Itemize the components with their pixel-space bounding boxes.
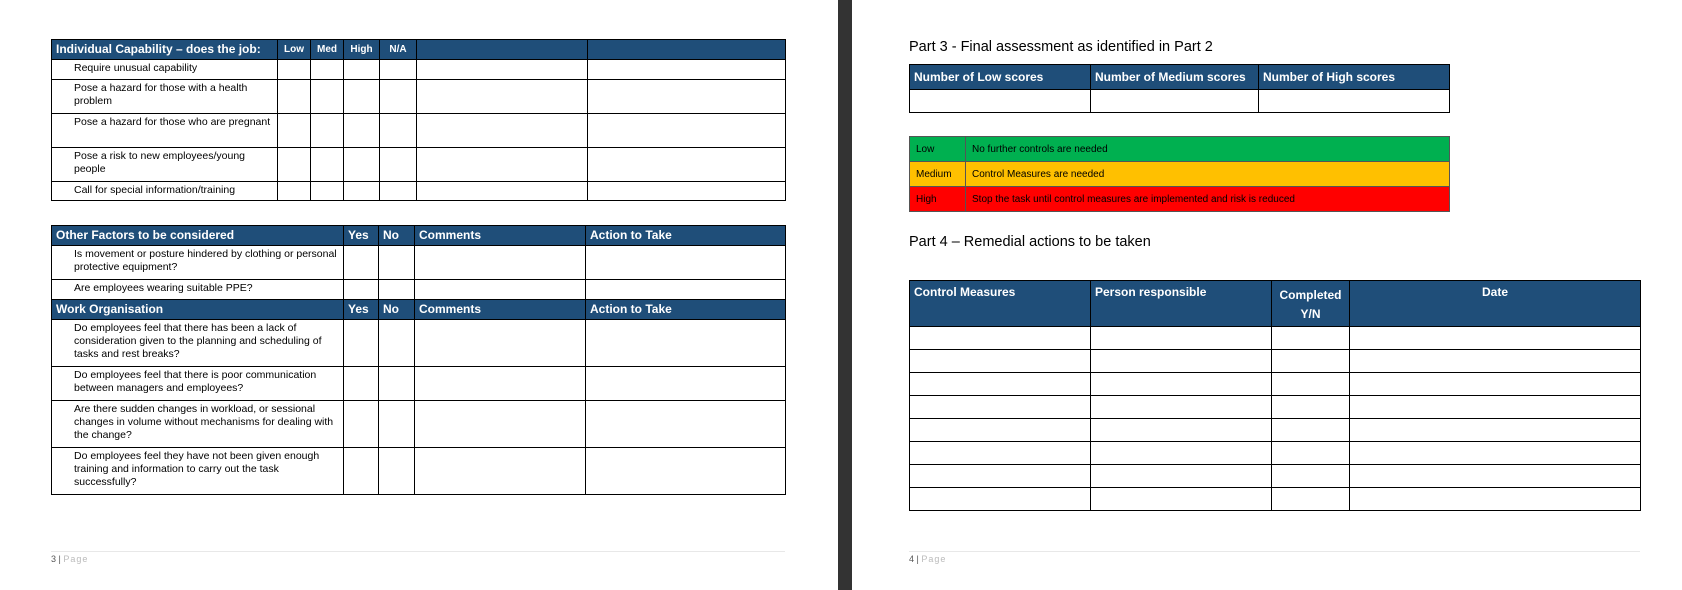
med-cell[interactable]: [311, 80, 344, 114]
yes-cell[interactable]: [344, 367, 379, 401]
work-organisation-header-row: [52, 300, 786, 320]
footer-divider: [51, 551, 785, 552]
date-cell[interactable]: [1350, 350, 1641, 373]
na-cell[interactable]: [380, 182, 417, 201]
legend-text-high: Stop the task until control measures are implemented and risk is reduced: [966, 187, 1450, 212]
no-column-header: No: [379, 226, 415, 246]
high-column-header: High: [344, 40, 380, 60]
low-cell[interactable]: [278, 80, 311, 114]
other-factors-title: Other Factors to be considered: [52, 226, 344, 246]
med-cell[interactable]: [311, 182, 344, 201]
control-measure-cell[interactable]: [910, 350, 1091, 373]
notes-cell[interactable]: [417, 80, 588, 114]
person-cell[interactable]: [1091, 350, 1272, 373]
high-cell[interactable]: [344, 182, 380, 201]
action-column-header: Action to Take: [586, 300, 786, 320]
control-measure-cell[interactable]: [910, 396, 1091, 419]
other-factors-table: [51, 225, 786, 495]
action-cell[interactable]: [586, 246, 786, 280]
notes-cell[interactable]: [588, 148, 786, 182]
legend-level-medium: Medium: [910, 162, 966, 187]
person-cell[interactable]: [1091, 442, 1272, 465]
med-cell[interactable]: [311, 114, 344, 148]
date-cell[interactable]: [1350, 442, 1641, 465]
table-row: [910, 488, 1641, 511]
yes-column-header: Yes: [344, 226, 379, 246]
action-cell[interactable]: [586, 280, 786, 300]
date-cell[interactable]: [1350, 396, 1641, 419]
low-scores-cell[interactable]: [910, 90, 1091, 113]
work-organisation-title: Work Organisation: [52, 300, 344, 320]
comments-column-header: Comments: [415, 226, 586, 246]
page-number: 4: [909, 554, 915, 564]
control-measure-cell[interactable]: [910, 488, 1091, 511]
yes-cell[interactable]: [344, 448, 379, 495]
comments-cell[interactable]: [415, 320, 586, 367]
legend-row-medium: [910, 162, 1450, 187]
control-measures-header: Control Measures: [910, 281, 1091, 327]
legend-row-high: [910, 187, 1450, 212]
no-cell[interactable]: [379, 367, 415, 401]
scores-header-row: [910, 65, 1450, 90]
control-measure-cell[interactable]: [910, 442, 1091, 465]
action-cell[interactable]: [586, 448, 786, 495]
document-page-3: [0, 0, 838, 590]
completed-cell[interactable]: [1272, 350, 1350, 373]
row-label: Are there sudden changes in workload, or sessional changes in volume without mechanisms for dealing with the change?: [52, 401, 344, 448]
na-cell[interactable]: [380, 80, 417, 114]
scores-table: [909, 64, 1450, 113]
person-cell[interactable]: [1091, 396, 1272, 419]
low-cell[interactable]: [278, 182, 311, 201]
low-cell[interactable]: [278, 60, 311, 80]
row-label: Require unusual capability: [52, 60, 278, 80]
high-cell[interactable]: [344, 60, 380, 80]
completed-cell[interactable]: [1272, 442, 1350, 465]
yes-cell[interactable]: [344, 401, 379, 448]
high-scores-header: Number of High scores: [1259, 65, 1450, 90]
action-cell[interactable]: [586, 401, 786, 448]
completed-yn-label: Y/N: [1300, 307, 1321, 321]
completed-cell[interactable]: [1272, 396, 1350, 419]
page-word: Page: [921, 554, 947, 564]
table-row: [52, 367, 786, 401]
medium-scores-cell[interactable]: [1091, 90, 1259, 113]
person-responsible-header: Person responsible: [1091, 281, 1272, 327]
remedial-header-row: [910, 281, 1641, 327]
no-cell[interactable]: [379, 246, 415, 280]
page-number: 3: [51, 554, 57, 564]
completed-header: [1272, 281, 1350, 327]
completed-cell[interactable]: [1272, 488, 1350, 511]
table-row: [910, 465, 1641, 488]
comments-cell[interactable]: [415, 448, 586, 495]
high-scores-cell[interactable]: [1259, 90, 1450, 113]
document-page-4: [852, 0, 1682, 590]
action-column-header: Action to Take: [586, 226, 786, 246]
row-label: Are employees wearing suitable PPE?: [52, 280, 344, 300]
notes-cell[interactable]: [588, 182, 786, 201]
part3-heading: Part 3 - Final assessment as identified in Part 2: [909, 39, 1213, 55]
blank-column-header: [588, 40, 786, 60]
date-cell[interactable]: [1350, 419, 1641, 442]
completed-cell[interactable]: [1272, 327, 1350, 350]
action-cell[interactable]: [586, 367, 786, 401]
action-cell[interactable]: [586, 320, 786, 367]
legend-text-medium: Control Measures are needed: [966, 162, 1450, 187]
medium-scores-header: Number of Medium scores: [1091, 65, 1259, 90]
remedial-actions-table: [909, 280, 1641, 511]
control-measure-cell[interactable]: [910, 419, 1091, 442]
page-gutter: [838, 0, 852, 590]
yes-cell[interactable]: [344, 320, 379, 367]
person-cell[interactable]: [1091, 373, 1272, 396]
capability-header-row: [52, 40, 786, 60]
na-cell[interactable]: [380, 114, 417, 148]
high-cell[interactable]: [344, 114, 380, 148]
capability-title: Individual Capability – does the job:: [52, 40, 278, 60]
legend-row-low: [910, 137, 1450, 162]
page-separator: |: [916, 554, 919, 564]
page-footer: [909, 554, 946, 564]
high-cell[interactable]: [344, 80, 380, 114]
table-row: [910, 442, 1641, 465]
table-row: [52, 80, 786, 114]
notes-cell[interactable]: [588, 80, 786, 114]
table-row: [52, 148, 786, 182]
table-row: [52, 320, 786, 367]
legend-level-low: Low: [910, 137, 966, 162]
row-label: Do employees feel they have not been given enough training and information to carry out the task successfully?: [52, 448, 344, 495]
no-cell[interactable]: [379, 448, 415, 495]
other-factors-header-row: [52, 226, 786, 246]
legend-text-low: No further controls are needed: [966, 137, 1450, 162]
control-measure-cell[interactable]: [910, 327, 1091, 350]
table-row: [910, 327, 1641, 350]
part4-heading: Part 4 – Remedial actions to be taken: [909, 234, 1151, 250]
yes-column-header: Yes: [344, 300, 379, 320]
row-label: Pose a hazard for those with a health problem: [52, 80, 278, 114]
med-cell[interactable]: [311, 60, 344, 80]
table-row: [910, 419, 1641, 442]
comments-column-header: Comments: [415, 300, 586, 320]
control-measure-cell[interactable]: [910, 465, 1091, 488]
completed-cell[interactable]: [1272, 419, 1350, 442]
page-separator: |: [58, 554, 61, 564]
comments-cell[interactable]: [415, 401, 586, 448]
no-cell[interactable]: [379, 320, 415, 367]
low-scores-header: Number of Low scores: [910, 65, 1091, 90]
na-column-header: N/A: [380, 40, 417, 60]
na-cell[interactable]: [380, 60, 417, 80]
date-cell[interactable]: [1350, 488, 1641, 511]
table-row: [52, 280, 786, 300]
comments-cell[interactable]: [415, 246, 586, 280]
comments-cell[interactable]: [415, 280, 586, 300]
date-header: Date: [1350, 281, 1641, 327]
notes-cell[interactable]: [417, 182, 588, 201]
notes-cell[interactable]: [588, 114, 786, 148]
no-cell[interactable]: [379, 280, 415, 300]
table-row: [52, 246, 786, 280]
completed-label: Completed: [1279, 288, 1342, 302]
notes-cell[interactable]: [417, 60, 588, 80]
completed-cell[interactable]: [1272, 465, 1350, 488]
no-column-header: No: [379, 300, 415, 320]
date-cell[interactable]: [1350, 465, 1641, 488]
notes-cell[interactable]: [417, 114, 588, 148]
med-cell[interactable]: [311, 148, 344, 182]
control-measure-cell[interactable]: [910, 373, 1091, 396]
med-column-header: Med: [311, 40, 344, 60]
high-cell[interactable]: [344, 148, 380, 182]
table-row: [910, 90, 1450, 113]
risk-legend-table: [909, 136, 1450, 212]
table-row: [52, 114, 786, 148]
page-footer: [51, 554, 88, 564]
individual-capability-table: [51, 39, 786, 201]
person-cell[interactable]: [1091, 419, 1272, 442]
no-cell[interactable]: [379, 401, 415, 448]
low-column-header: Low: [278, 40, 311, 60]
table-row: [910, 350, 1641, 373]
yes-cell[interactable]: [344, 246, 379, 280]
table-row: [52, 401, 786, 448]
row-label: Is movement or posture hindered by clothing or personal protective equipment?: [52, 246, 344, 280]
page-word: Page: [63, 554, 89, 564]
table-row: [910, 396, 1641, 419]
table-row: [52, 448, 786, 495]
row-label: Do employees feel that there is poor communication between managers and employees?: [52, 367, 344, 401]
legend-level-high: High: [910, 187, 966, 212]
notes-cell[interactable]: [588, 60, 786, 80]
person-cell[interactable]: [1091, 327, 1272, 350]
row-label: Pose a hazard for those who are pregnant: [52, 114, 278, 148]
table-row: [52, 60, 786, 80]
person-cell[interactable]: [1091, 488, 1272, 511]
table-row: [52, 182, 786, 201]
blank-column-header: [417, 40, 588, 60]
row-label: Do employees feel that there has been a lack of consideration given to the planning and scheduling of tasks and rest breaks?: [52, 320, 344, 367]
completed-cell[interactable]: [1272, 373, 1350, 396]
low-cell[interactable]: [278, 114, 311, 148]
notes-cell[interactable]: [417, 148, 588, 182]
row-label: Call for special information/training: [52, 182, 278, 201]
low-cell[interactable]: [278, 148, 311, 182]
footer-divider: [909, 551, 1640, 552]
date-cell[interactable]: [1350, 327, 1641, 350]
na-cell[interactable]: [380, 148, 417, 182]
row-label: Pose a risk to new employees/young people: [52, 148, 278, 182]
comments-cell[interactable]: [415, 367, 586, 401]
date-cell[interactable]: [1350, 373, 1641, 396]
yes-cell[interactable]: [344, 280, 379, 300]
person-cell[interactable]: [1091, 465, 1272, 488]
table-row: [910, 373, 1641, 396]
